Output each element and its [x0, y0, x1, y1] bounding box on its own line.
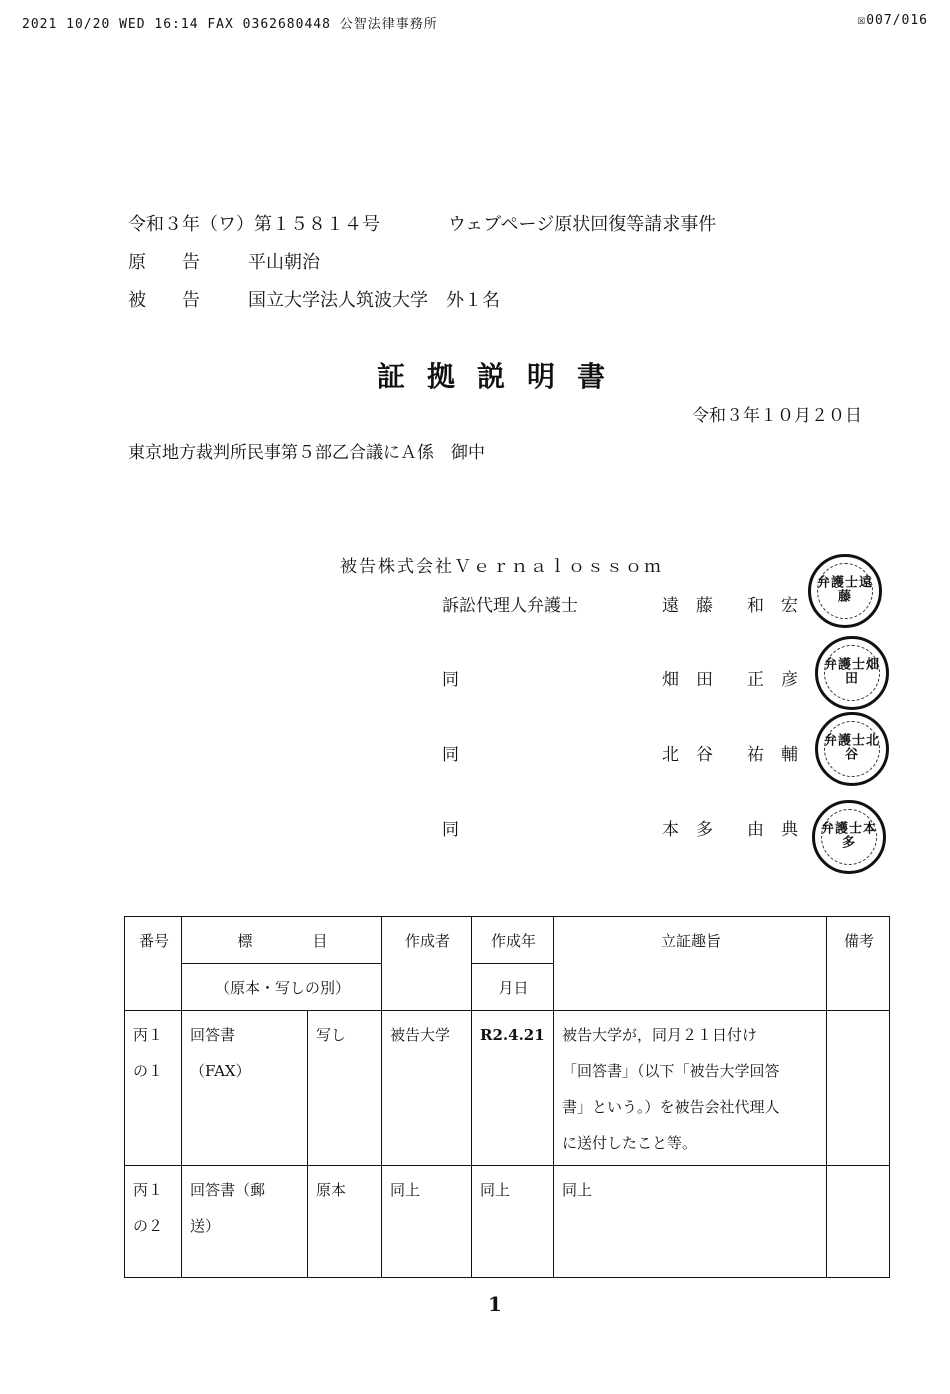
- attorney-name-3: 北 谷 祐 輔: [662, 745, 798, 765]
- header-remarks: 備考: [827, 917, 890, 1011]
- row-author: 同上: [382, 1166, 472, 1278]
- table-row: [125, 1011, 890, 1166]
- row-remarks: [827, 1011, 890, 1166]
- fax-header-left: 2021 10/20 WED 16:14 FAX 0362680448 公智法律事務所: [22, 17, 438, 32]
- header-title: 標 目: [182, 917, 382, 964]
- row-date: R2.4.21: [472, 1011, 554, 1166]
- row-author: 被告大学: [382, 1011, 472, 1166]
- row-title: 回答書（郵 送）: [182, 1166, 308, 1278]
- header-number: 番号: [125, 917, 182, 1011]
- table-row: [125, 1166, 890, 1278]
- attorney-seal-3: 弁護士北谷: [815, 712, 889, 786]
- attorney-seal-4: 弁護士本多: [812, 800, 886, 874]
- court-addressee: 東京地方裁判所民事第５部乙合議にＡ係 御中: [128, 443, 485, 463]
- attorney-role-4: 同: [442, 820, 459, 840]
- plaintiff-name: 平山朝治: [248, 252, 320, 273]
- header-purpose: 立証趣旨: [554, 917, 827, 1011]
- header-author: 作成者: [382, 917, 472, 1011]
- party-name: 被告株式会社Ｖｅｒｎａｌｏｓｓｏｍ: [340, 557, 663, 577]
- case-number: 令和３年（ワ）第１５８１４号: [128, 214, 380, 235]
- evidence-table: [124, 916, 890, 1278]
- fax-header-page: ☒007/016: [857, 13, 928, 28]
- defendant-name: 国立大学法人筑波大学 外１名: [248, 290, 500, 311]
- header-created-2: 月日: [472, 964, 554, 1011]
- row-type: 原本: [308, 1166, 382, 1278]
- case-name: ウェブページ原状回復等請求事件: [448, 214, 717, 235]
- row-type: 写し: [308, 1011, 382, 1166]
- attorney-seal-2: 弁護士畑田: [815, 636, 889, 710]
- row-purpose: 同上: [554, 1166, 827, 1278]
- document-date: 令和３年１０月２０日: [692, 406, 862, 426]
- header-created-1: 作成年: [472, 917, 554, 964]
- row-purpose: 被告大学が，同月２１日付け 「回答書」（以下「被告大学回答 書」という。）を被告会社代理人 に送付したこと等。: [554, 1011, 827, 1166]
- attorney-name-2: 畑 田 正 彦: [662, 670, 798, 690]
- attorney-seal-1: 弁護士遠藤: [808, 554, 882, 628]
- header-title-sub: （原本・写しの別）: [182, 964, 382, 1011]
- row-remarks: [827, 1166, 890, 1278]
- attorney-name-1: 遠 藤 和 宏: [662, 596, 798, 616]
- document-title: 証拠説明書: [377, 360, 628, 393]
- attorney-role-1: 訴訟代理人弁護士: [442, 596, 578, 616]
- attorney-name-4: 本 多 由 典: [662, 820, 798, 840]
- row-number: 丙１ の１: [125, 1011, 182, 1166]
- attorney-role-2: 同: [442, 670, 459, 690]
- plaintiff-label: 原 告: [128, 252, 200, 273]
- table-header-row: [125, 917, 890, 964]
- page-number: 1: [488, 1292, 502, 1316]
- row-number: 丙１ の２: [125, 1166, 182, 1278]
- defendant-label: 被 告: [128, 290, 200, 311]
- row-date: 同上: [472, 1166, 554, 1278]
- attorney-role-3: 同: [442, 745, 459, 765]
- row-title: 回答書 （FAX）: [182, 1011, 308, 1166]
